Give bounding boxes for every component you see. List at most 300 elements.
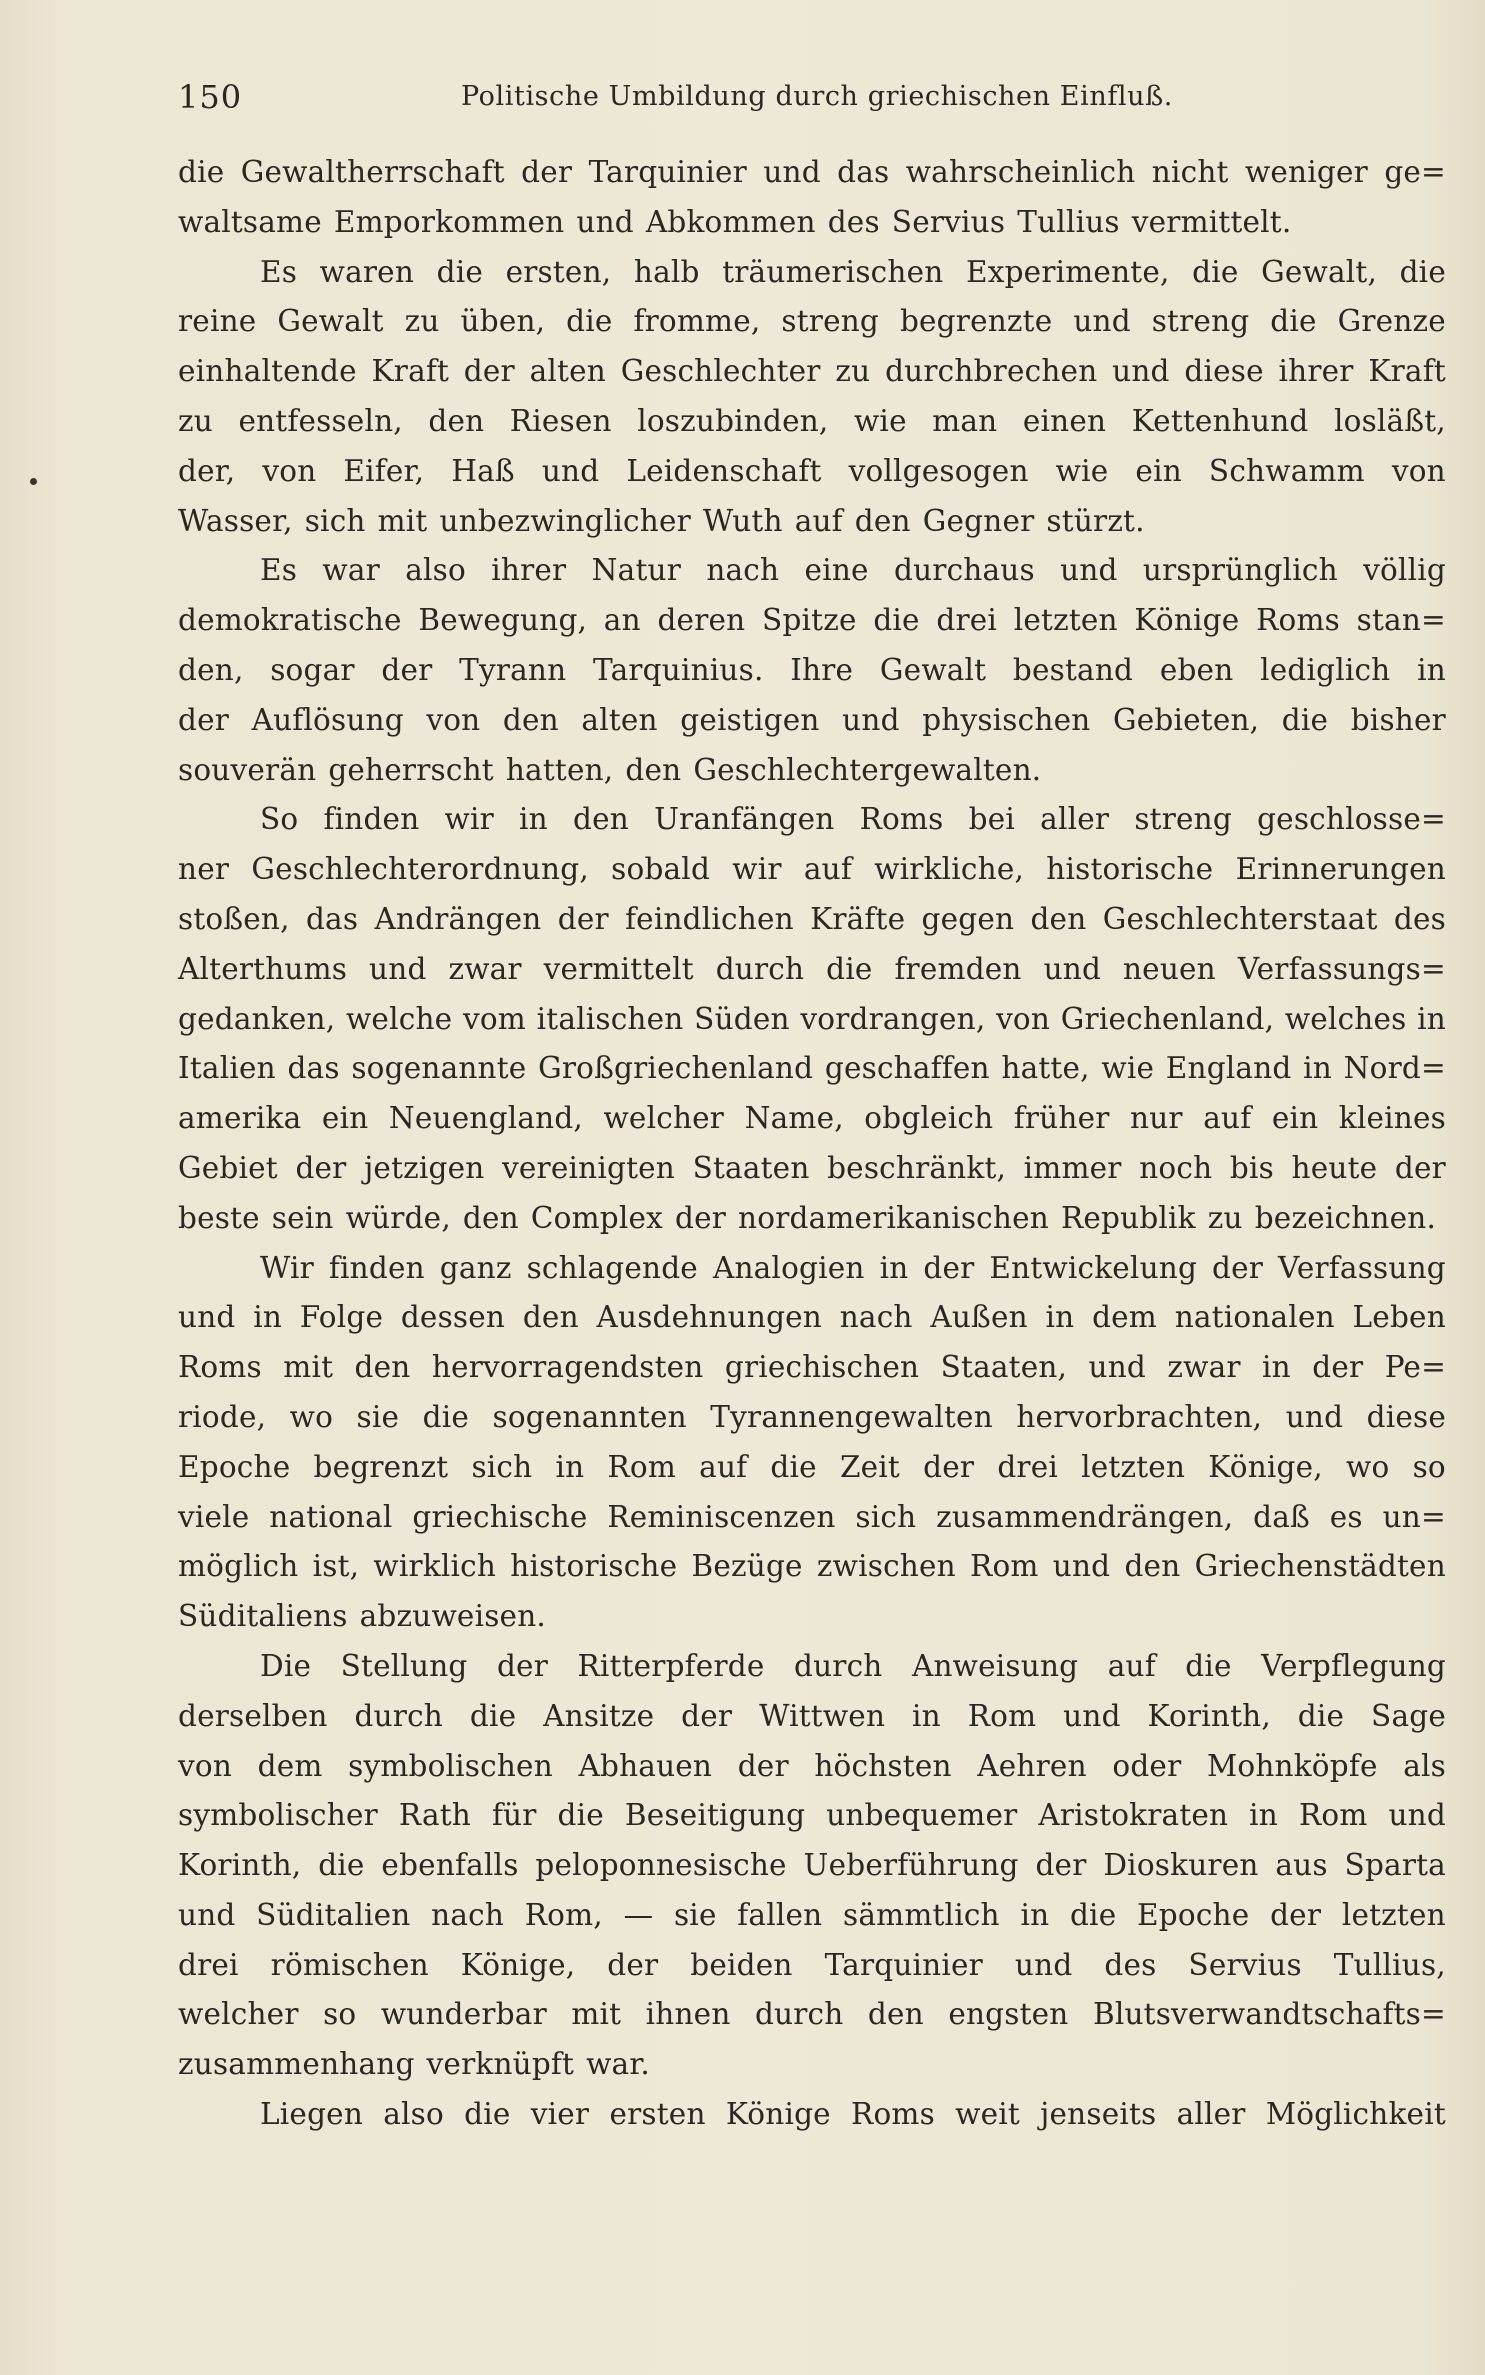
word: Süditalien — [256, 1897, 411, 1932]
word: vier — [530, 2097, 590, 2132]
word: Zeit — [839, 1449, 900, 1484]
text-line — [178, 1841, 1446, 1891]
word: ihrer — [491, 553, 567, 588]
text-line — [178, 148, 1446, 198]
word: die — [1270, 304, 1317, 339]
word: wie — [853, 403, 907, 438]
text-line — [178, 945, 1446, 995]
word: zu — [178, 403, 213, 438]
word: Erinnerungen — [1235, 852, 1446, 887]
word: Natur — [591, 553, 682, 588]
word: und — [1388, 1798, 1446, 1833]
text-line — [178, 746, 1446, 796]
word: den — [854, 503, 911, 538]
word: der, — [178, 453, 236, 488]
word: den — [354, 1350, 411, 1385]
word: geschlosse= — [1257, 802, 1446, 837]
word: der — [923, 1449, 975, 1484]
word: kleines — [1338, 1101, 1446, 1136]
word: bisher — [1350, 702, 1446, 737]
word: den — [522, 1300, 579, 1335]
text-line — [178, 248, 1446, 298]
word: demokratische — [178, 603, 402, 638]
word: Gebiet — [178, 1150, 278, 1185]
word: in — [1417, 652, 1446, 687]
word: Italien — [178, 1051, 276, 1086]
text-line — [178, 1791, 1446, 1841]
word: hatten, — [505, 752, 614, 787]
word: diese — [1184, 354, 1264, 389]
word: die — [770, 1449, 817, 1484]
word: ein — [321, 1101, 369, 1136]
word: vermittelt. — [1131, 204, 1292, 239]
text-line — [178, 1990, 1446, 2040]
word: letzten — [1013, 603, 1118, 638]
word: der — [557, 901, 609, 936]
text-line — [178, 795, 1446, 845]
word: Roms — [1256, 603, 1340, 638]
word: welches — [1284, 1001, 1407, 1036]
word: wie — [1101, 1051, 1155, 1086]
word: Geschlechterordnung, — [251, 852, 589, 887]
word: in — [912, 1698, 941, 1733]
word: und — [1014, 1947, 1073, 1982]
word: Sage — [1371, 1698, 1446, 1733]
word: wie — [1055, 453, 1109, 488]
word: Rath — [398, 1798, 471, 1833]
text-line — [178, 1194, 1446, 1244]
running-head: Politische Umbildung durch griechischen Einfluß. — [461, 81, 1173, 112]
word: bei — [968, 802, 1016, 837]
word: der — [521, 155, 573, 189]
word: höchsten — [814, 1748, 952, 1783]
word: jetzigen — [364, 1150, 485, 1185]
word: griechischen — [724, 1350, 920, 1385]
word: Gewalt, — [1261, 254, 1378, 289]
word: vollgesogen — [848, 453, 1029, 488]
word: Experimente, — [966, 254, 1170, 289]
word: historische — [1046, 852, 1214, 887]
text-line — [178, 447, 1446, 497]
word: zu — [1207, 1200, 1243, 1235]
word: Ansitze — [543, 1698, 655, 1733]
word: und — [1073, 304, 1131, 339]
word: loszubinden, — [637, 403, 829, 438]
word: durchbrechen — [885, 354, 1098, 389]
word: Wasser, — [178, 503, 293, 538]
word: Riesen — [509, 403, 612, 438]
word: Gewalt — [879, 652, 987, 687]
text-line — [178, 397, 1446, 447]
text-line — [178, 1941, 1446, 1991]
text-line — [178, 198, 1446, 248]
text-line — [178, 1144, 1446, 1194]
word: die — [1069, 1897, 1117, 1932]
word: Wuth — [702, 503, 783, 538]
word: als — [1403, 1748, 1446, 1783]
word: sie — [673, 1897, 717, 1932]
word: physischen — [922, 702, 1091, 737]
word: stan= — [1356, 603, 1446, 638]
word: Kraft — [371, 354, 450, 389]
word: souverän — [178, 752, 317, 787]
word: Leidenschaft — [626, 453, 822, 488]
word: hervorbrachten, — [1016, 1399, 1263, 1434]
word: deren — [657, 603, 746, 638]
word: Ausdehnungen — [596, 1300, 823, 1335]
word: auf — [803, 852, 852, 887]
word: Es — [260, 254, 298, 289]
word: ihrer — [1278, 354, 1354, 389]
word: des — [827, 204, 880, 239]
word: und — [178, 1897, 236, 1932]
word: also — [383, 2097, 444, 2132]
word: letzten — [1081, 1449, 1186, 1484]
word: fallen — [737, 1897, 823, 1932]
word: nationalen — [1174, 1300, 1335, 1335]
word: dem — [257, 1748, 323, 1783]
text-line — [178, 1642, 1446, 1692]
word: aller — [1176, 2097, 1246, 2132]
word: Gewaltherrschaft — [240, 155, 505, 189]
word: ganz — [439, 1250, 512, 1285]
word: beschränkt, — [827, 1150, 1007, 1185]
word: sein — [271, 1200, 334, 1235]
word: der — [1212, 1250, 1264, 1285]
word: Nord= — [1343, 1051, 1446, 1086]
word: verknüpft — [426, 2047, 575, 2082]
word: die — [1185, 1648, 1232, 1683]
word: dessen — [400, 1300, 506, 1335]
word: des — [1393, 901, 1446, 936]
word: nur — [1130, 1101, 1183, 1136]
word: ihnen — [645, 1997, 731, 2032]
word: Stellung — [340, 1648, 468, 1683]
word: den — [867, 1997, 924, 2032]
word: der — [1312, 1350, 1364, 1385]
word: Geschlechterstaat — [1102, 901, 1378, 936]
word: so — [323, 1997, 357, 2032]
word: und — [178, 1300, 236, 1335]
word: ner — [178, 852, 230, 887]
word: auf — [1203, 1101, 1252, 1136]
word: in — [1262, 1350, 1291, 1385]
word: es — [1329, 1499, 1363, 1534]
word: und — [1112, 354, 1170, 389]
word: riode, — [178, 1399, 267, 1434]
word: jenseits — [1040, 2097, 1157, 2132]
word: Tyrannengewalten — [710, 1399, 993, 1434]
word: durch — [354, 1698, 444, 1733]
word: noch — [1139, 1150, 1213, 1185]
word: unbequemer — [826, 1798, 1018, 1833]
word: den — [573, 802, 629, 837]
word: die — [1399, 254, 1446, 289]
text-line — [178, 1742, 1446, 1792]
word: der — [463, 354, 515, 389]
word: durch — [715, 951, 805, 986]
text-line — [178, 1044, 1446, 1094]
word: entfesseln, — [238, 403, 403, 438]
word: der — [381, 652, 433, 687]
word: Aristokraten — [1038, 1798, 1229, 1833]
word: bis — [1229, 1150, 1274, 1185]
word: der — [1035, 1848, 1087, 1883]
word: Könige, — [1208, 1449, 1323, 1484]
word: wahrscheinlich — [905, 155, 1136, 189]
word: die — [178, 155, 225, 189]
word: finden — [328, 1250, 425, 1285]
word: Gegner — [922, 503, 1035, 538]
word: der — [178, 702, 230, 737]
word: letzten — [1341, 1897, 1446, 1932]
word: Rom, — [524, 1897, 603, 1932]
word: Rom — [967, 1698, 1037, 1733]
word: Tarquinier — [588, 155, 747, 189]
text-line — [178, 1343, 1446, 1393]
word: italischen — [536, 1001, 684, 1036]
word: beiden — [690, 1947, 793, 1982]
word: Rom — [970, 1549, 1039, 1584]
word: Verfassung — [1278, 1250, 1446, 1285]
word: vermittelt — [543, 951, 694, 986]
word: zwar — [448, 951, 522, 986]
word: sämmtlich — [843, 1897, 1000, 1932]
word: und — [1052, 1549, 1111, 1584]
word: bestand — [1012, 652, 1134, 687]
word: von — [178, 1748, 233, 1783]
word: finden — [323, 802, 420, 837]
word: viele — [178, 1499, 250, 1534]
word: streng — [781, 304, 880, 339]
word: zwischen — [816, 1549, 956, 1584]
body-text — [178, 148, 1446, 2140]
word: Ritterpferde — [577, 1648, 765, 1683]
word: geistigen — [680, 702, 820, 737]
word: lediglich — [1260, 652, 1391, 687]
word: eben — [1159, 652, 1234, 687]
word: Gewalt — [277, 304, 384, 339]
word: Abkommen — [645, 204, 816, 239]
word: nach — [706, 553, 780, 588]
word: sie — [356, 1399, 400, 1434]
word: ein — [1271, 1101, 1319, 1136]
text-line — [178, 1891, 1446, 1941]
word: weit — [955, 2097, 1020, 2132]
word: fromme, — [633, 304, 761, 339]
word: sich — [855, 1499, 917, 1534]
word: Tullius, — [1333, 1947, 1446, 1982]
text-line — [178, 1542, 1446, 1592]
word: man — [932, 403, 998, 438]
word: auf — [794, 503, 843, 538]
word: Ihre — [790, 652, 854, 687]
word: war. — [586, 2047, 650, 2082]
text-line — [178, 1592, 1446, 1642]
word: nach — [839, 1300, 913, 1335]
word: einhaltende — [178, 354, 357, 389]
word: ersten, — [505, 254, 612, 289]
word: und — [369, 951, 427, 986]
word: würde, — [345, 1200, 451, 1235]
text-line — [178, 1393, 1446, 1443]
word: Korinth, — [1147, 1698, 1271, 1733]
word: Staaten, — [940, 1350, 1068, 1385]
word: von — [426, 702, 481, 737]
word: symbolischen — [348, 1748, 553, 1783]
word: auf — [699, 1449, 748, 1484]
word: in — [519, 802, 548, 837]
word: zu — [835, 354, 871, 389]
word: Rom — [1298, 1798, 1368, 1833]
word: römischen — [270, 1947, 429, 1982]
word: in — [1417, 1001, 1446, 1036]
word: die — [318, 1848, 365, 1883]
word: vordrangen, — [800, 1001, 986, 1036]
word: und — [1088, 1350, 1146, 1385]
word: — — [623, 1897, 654, 1932]
word: sogar — [270, 652, 355, 687]
word: waren — [319, 254, 415, 289]
word: und — [576, 204, 634, 239]
word: Republik — [1060, 1200, 1196, 1235]
word: den — [1030, 901, 1087, 936]
word: diese — [1366, 1399, 1446, 1434]
word: aus — [1275, 1848, 1328, 1883]
word: in — [253, 1300, 283, 1335]
word: Roms — [851, 2097, 935, 2132]
word: Analogien — [712, 1250, 865, 1285]
word: und — [1285, 1399, 1344, 1434]
word: wunderbar — [380, 1997, 547, 2032]
word: die — [1281, 702, 1329, 737]
word: in — [1303, 1051, 1332, 1086]
word: Verfassungs= — [1237, 951, 1446, 986]
word: Auflösung — [251, 702, 404, 737]
word: oder — [1112, 1748, 1182, 1783]
word: Tarquinier — [824, 1947, 983, 1982]
word: welche — [345, 1001, 453, 1036]
text-line — [178, 1692, 1446, 1742]
text-line — [178, 845, 1446, 895]
word: einen — [1022, 403, 1107, 438]
word: Haß — [451, 453, 515, 488]
word: von — [996, 1001, 1051, 1036]
word: den — [428, 403, 485, 438]
word: losläßt, — [1333, 403, 1446, 438]
word: Außen — [930, 1300, 1028, 1335]
word: die — [873, 603, 920, 638]
word: nach — [431, 1897, 505, 1932]
word: Roms — [859, 802, 944, 837]
word: der — [1394, 1150, 1446, 1185]
word: eine — [804, 553, 869, 588]
word: wirkliche, — [874, 852, 1025, 887]
word: und — [1043, 951, 1102, 986]
word: Wir — [260, 1250, 314, 1285]
word: hervorragendsten — [431, 1350, 704, 1385]
word: Beseitigung — [624, 1798, 806, 1833]
word: durch — [754, 1997, 844, 2032]
word: Griechenstädten — [1194, 1549, 1446, 1584]
word: Eifer, — [343, 453, 425, 488]
word: geschaffen — [824, 1051, 990, 1086]
text-line — [178, 1244, 1446, 1294]
word: Abhauen — [578, 1748, 713, 1783]
word: in — [1045, 1300, 1075, 1335]
text-line — [178, 2040, 1446, 2090]
word: durchaus — [893, 553, 1035, 588]
word: abzuweisen. — [359, 1599, 546, 1634]
word: und — [842, 702, 900, 737]
word: schlagende — [526, 1250, 698, 1285]
word: Süden — [694, 1001, 790, 1036]
word: alten — [529, 354, 606, 389]
word: Servius — [1188, 1947, 1302, 1982]
word: Großgriechenland — [538, 1051, 814, 1086]
word: Neuengland, — [388, 1101, 583, 1136]
word: vereinigten — [502, 1150, 675, 1185]
word: gedanken, — [178, 1001, 336, 1036]
text-line — [178, 2090, 1446, 2140]
word: so — [1412, 1449, 1446, 1484]
word: Grenze — [1337, 304, 1446, 339]
text-line — [178, 347, 1446, 397]
word: und — [1063, 1698, 1121, 1733]
word: Geschlechter — [620, 354, 821, 389]
word: drei — [997, 1449, 1058, 1484]
word: mit — [283, 1350, 334, 1385]
word: alten — [581, 702, 658, 737]
word: der — [923, 1250, 975, 1285]
word: England — [1165, 1051, 1292, 1086]
word: Möglichkeit — [1265, 2097, 1446, 2132]
word: unbezwinglicher — [439, 503, 691, 538]
word: Bewegung, — [418, 603, 588, 638]
word: und — [763, 155, 821, 189]
word: ist, — [312, 1549, 360, 1584]
word: Tullius — [1017, 204, 1120, 239]
word: früher — [1013, 1101, 1110, 1136]
word: So — [260, 802, 299, 837]
page-number: 150 — [178, 78, 243, 116]
word: die — [566, 304, 613, 339]
word: die — [1192, 254, 1239, 289]
text-line — [178, 1493, 1446, 1543]
word: aller — [1040, 802, 1110, 837]
word: nicht — [1151, 155, 1229, 189]
word: wir — [444, 802, 494, 837]
word: Gebieten, — [1112, 702, 1260, 737]
word: sogenannten — [492, 1399, 687, 1434]
word: das — [305, 901, 359, 936]
word: nordamerikanischen — [738, 1200, 1049, 1235]
word: Schwamm — [1208, 453, 1365, 488]
word: Tarquinius. — [592, 652, 764, 687]
word: dem — [1092, 1300, 1157, 1335]
word: sobald — [611, 852, 711, 887]
word: Roms — [178, 1350, 262, 1385]
word: engsten — [948, 1997, 1069, 2032]
word: Die — [260, 1648, 312, 1683]
word: vom — [462, 1001, 526, 1036]
word: in — [1020, 1897, 1050, 1932]
word: in — [1249, 1798, 1279, 1833]
word: beste — [178, 1200, 260, 1235]
word: bezeichnen. — [1254, 1200, 1437, 1235]
text-line — [178, 646, 1446, 696]
word: Aehren — [977, 1748, 1087, 1783]
